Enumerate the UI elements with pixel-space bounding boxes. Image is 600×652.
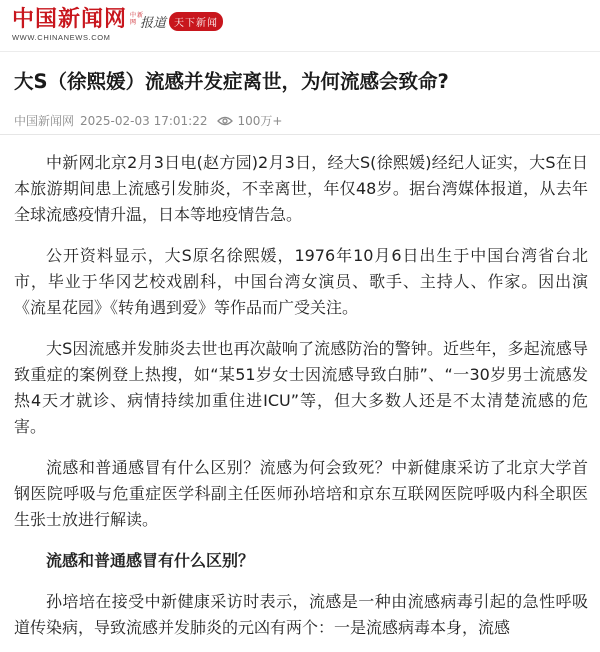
article-body <box>14 150 588 652</box>
site-logo[interactable] <box>12 6 144 42</box>
header-divider <box>0 134 600 135</box>
logo-text: 中国新闻网 <box>12 6 128 32</box>
site-header <box>0 0 600 52</box>
article-paragraph: 大S因流感并发肺炎去世也再次敲响了流感防治的警钟。近些年，多起流感导致重症的案例登上热搜，如“某51岁女士因流感导致白肺”、“一30岁男士流感发热4天才就诊、病情持续加重住进ICU”等，但大多数人还是不太清楚流感的危害。 <box>14 339 588 436</box>
view-count: 100万+ <box>237 114 283 128</box>
article-paragraph: 孙培培在接受中新健康采访时表示，流感是一种由流感病毒引起的急性呼吸道传染病，导致流感并发肺炎的元凶有两个：一是流感病毒本身，流感 <box>14 592 588 637</box>
article-paragraph: 流感和普通感冒有什么区别？流感为何会致死？中新健康采访了北京大学首钢医院呼吸与危重症医学科副主任医师孙培培和京东互联网医院呼吸内科全职医生张士放进行解读。 <box>14 458 588 529</box>
article-subheading: 流感和普通感冒有什么区别？ <box>46 551 255 570</box>
article-source[interactable]: 中国新闻网 <box>14 114 75 128</box>
logo-wordmark <box>12 6 144 32</box>
eye-icon <box>217 116 233 126</box>
article-title: 大S（徐熙媛）流感并发症离世，为何流感会致命? <box>14 70 449 93</box>
slogan-chip: 天下新闻 <box>169 12 223 31</box>
site-slogan <box>140 12 223 31</box>
article-paragraph: 公开资料显示，大S原名徐熙媛，1976年10月6日出生于中国台湾省台北市，毕业于华冈艺校戏剧科，中国台湾女演员、歌手、主持人、作家。因出演《流星花园》《转角遇到爱》等作品而广受关注。 <box>14 246 588 317</box>
article-meta <box>14 112 282 129</box>
article-datetime: 2025-02-03 17:01:22 <box>80 113 208 128</box>
logo-side-text: 中新 网 <box>130 12 145 26</box>
article-paragraph: 中新网北京2月3日电(赵方园)2月3日，经大S(徐熙媛)经纪人证实，大S在日本旅游期间患上流感引发肺炎，不幸离世，年仅48岁。据台湾媒体报道，从去年全球流感疫情升温，日本等地疫情告急。 <box>14 153 588 224</box>
slogan-text: 报道 <box>140 16 167 31</box>
logo-url: WWW.CHINANEWS.COM <box>12 33 111 42</box>
